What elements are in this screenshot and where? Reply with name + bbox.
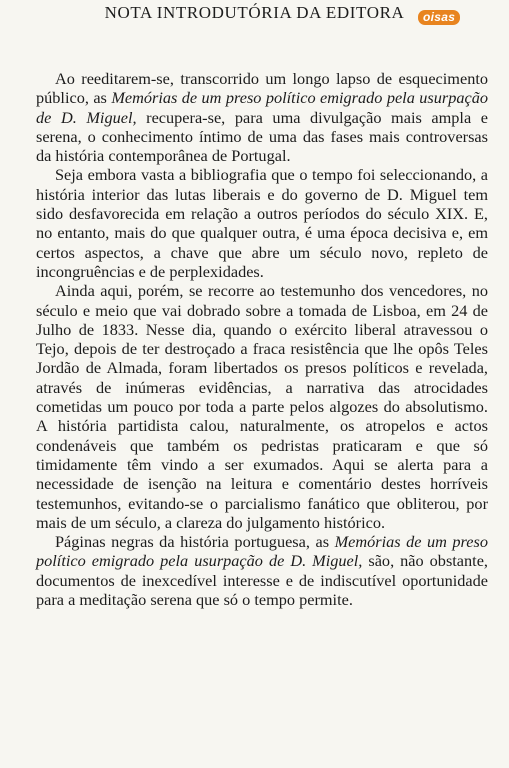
document-body <box>36 69 488 609</box>
paragraph-1-text-a: o reeditarem-se, transcorrido um longo lapso de esquecimento público, as <box>36 69 488 108</box>
paragraph-4-book-title: Memórias de um preso político emigrado pela usurpação de D. Miguel, <box>36 532 488 571</box>
paragraph-1-book-title: Memórias de um preso político emigrado pela usurpação de D. Miguel, <box>36 88 489 127</box>
paragraph-1 <box>36 69 488 165</box>
watermark-logo: oisas <box>418 10 460 25</box>
paragraph-4-text-a: Páginas negras da história portuguesa, as <box>55 532 335 552</box>
paragraph-4-text-b: são, não obstante, documentos de inexcedível interesse e de indiscutível oportunidade para a meditação serena que só o tempo permite. <box>36 551 488 610</box>
paragraph-1-initial: A <box>55 69 67 88</box>
paragraph-1-text-b: recupera-se, para uma divulgação mais ampla e serena, o conhecimento íntimo de uma das fases mais controversas da história contemporânea de Portugal. <box>36 107 488 166</box>
paragraph-3: Ainda aqui, porém, se recorre ao testemunho dos vencedores, no século e meio que vai dobrado sobre a tomada de Lisboa, em 24 de Julho de 1833. Nesse dia, quando o exército liberal atravessou o Tejo, depois de ter destroçado a fraca resistência que lhe opôs Teles Jordão de Almada, foram libertados os presos políticos e revelada, através de inúmeras evidências, a narrativa das atrocidades cometidas um pouco por toda a parte pelos algozes do absolutismo. A história partidista calou, naturalmente, os atropelos e actos condenáveis que também os pedristas praticaram e que só timidamente têm vindo a ser exumados. Aqui se alerta para a necessidade de isenção na leitura e comentário destes horríveis testemunhos, evitando-se o parcialismo fanático que obliterou, por mais de um século, a clareza do julgamento histórico. <box>36 281 488 532</box>
paragraph-4 <box>36 532 488 609</box>
paragraph-2: Seja embora vasta a bibliografia que o tempo foi seleccionando, a história interior das lutas liberais e do governo de D. Miguel tem sido desfavorecida em relação a outros períodos do século XIX. E, no entanto, mais do que qualquer outra, é uma época decisiva e, em certos aspectos, a chave que abre um século novo, repleto de incongruências e de perplexidades. <box>36 165 488 281</box>
page-title: NOTA INTRODUTÓRIA DA EDITORA <box>104 3 405 22</box>
